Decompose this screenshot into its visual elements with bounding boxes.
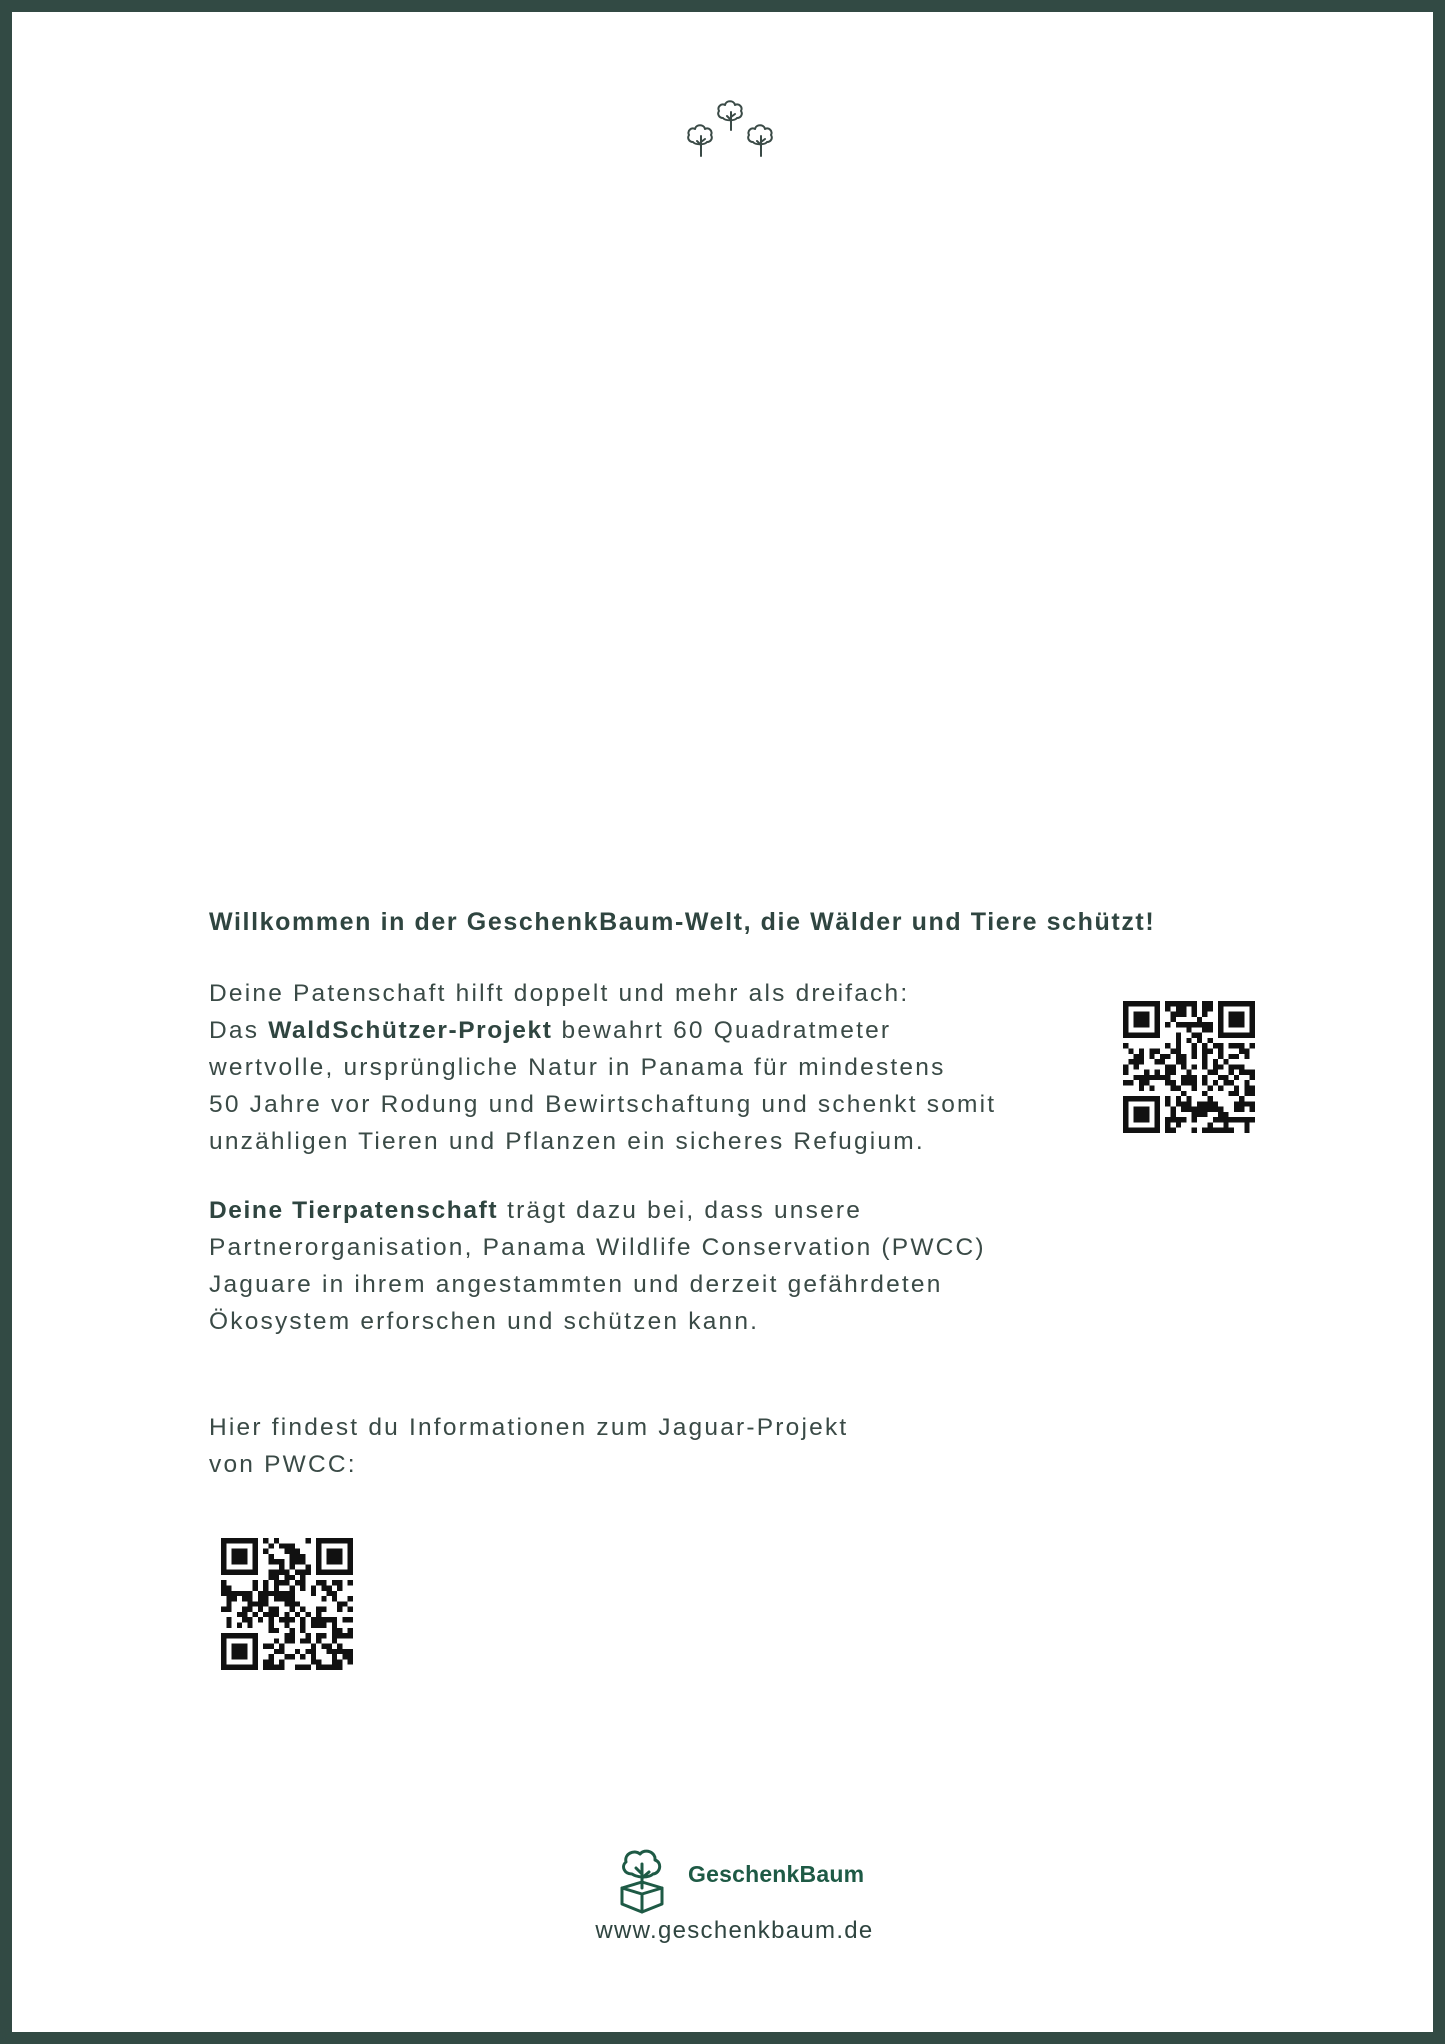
welcome-headline: Willkommen in der GeschenkBaum-Welt, die Wälder und Tiere schützt! xyxy=(209,908,1156,936)
three-trees-icon xyxy=(684,90,782,160)
tree-in-gift-box-icon xyxy=(606,1844,686,1916)
qr-code-icon[interactable] xyxy=(221,1538,353,1670)
project-paragraph: Deine Patenschaft hilft doppelt und mehr als dreifach: Das WaldSchützer-Projekt bewahrt 60 Quadratmeter wertvolle, ursprüngliche Natur in Panama für mindestens 50 Jahre vor Rodung und Bewirtschaftung und schenkt somit unzähligen Tieren und Pflanzen ein sicheres Refugium. xyxy=(209,980,997,1155)
website-link[interactable]: www.geschenkbaum.de xyxy=(595,1917,874,1944)
qr-code-icon[interactable] xyxy=(1123,1001,1255,1133)
animal-paragraph: Deine Tierpatenschaft trägt dazu bei, dass unsere Partnerorganisation, Panama Wildlife Conservation (PWCC) Jaguare in ihrem angestammten und derzeit gefährdeten Ökosystem erforschen und schützen kann. xyxy=(209,1197,986,1335)
project-name: WaldSchützer-Projekt xyxy=(268,1017,553,1044)
animal-sponsorship-label: Deine Tierpatenschaft xyxy=(209,1197,499,1224)
info-paragraph: Hier findest du Informationen zum Jaguar-Projekt von PWCC: xyxy=(209,1414,849,1478)
brand-name: GeschenkBaum xyxy=(688,1861,865,1887)
geschenkbaum-logo xyxy=(606,1844,865,1916)
